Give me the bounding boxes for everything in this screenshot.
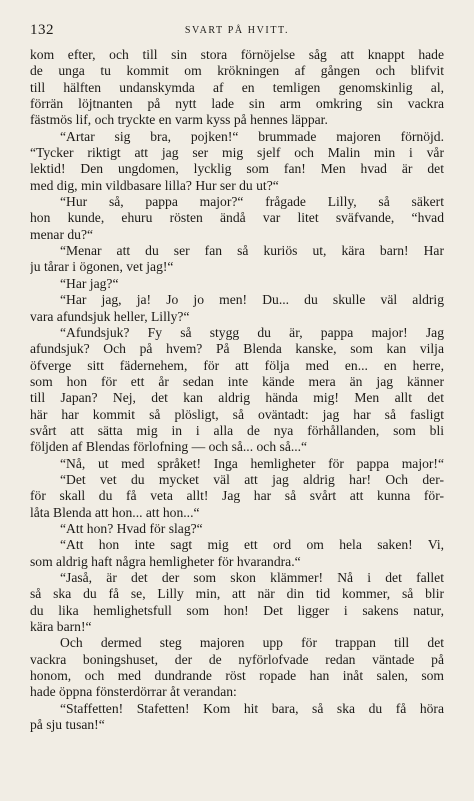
text-line: som aldrig haft några hemligheter för hvarandra.“ xyxy=(30,553,301,569)
text-line: “Nå, ut med språket! Inga hemligheter för pappa major!“ xyxy=(60,455,444,471)
text-line: här har kommit så plösligt, så oväntadt: jag har så fasligt xyxy=(30,406,444,422)
text-line: “Artar sig bra, pojken!“ brummade majoren förnöjd. xyxy=(60,128,444,144)
text-line: så ska du få se, Lilly min, att när din tid kommer, så blir xyxy=(30,586,444,602)
text-line: på sju tusan!“ xyxy=(30,717,105,733)
text-line: “Att hon? Hvad för slag?“ xyxy=(60,520,203,536)
text-line: “Det vet du mycket väl att jag aldrig har! Och der- xyxy=(60,471,444,487)
text-line: svårt att sätta mig in i alla de nya förhållanden, som bli xyxy=(30,422,444,438)
text-line: “Menar att du ser fan så kuriös ut, kära barn! Har xyxy=(60,243,444,259)
text-line: honom, och med dundrande röst ropade han inåt salen, som xyxy=(30,668,444,684)
text-line: fästmös lif, och tryckte en varm kyss på hennes läppar. xyxy=(30,112,328,128)
text-line: följden af Blendas förlofning — och så... och så...“ xyxy=(30,439,308,455)
text-line: för skall du få veta allt! Jag har så svårt att kunna för- xyxy=(30,488,444,504)
text-line: som hon för ett år sedan inte kände mera än jag känner xyxy=(30,373,444,389)
text-line: afundsjuk? Och på hvem? På Blenda kanske, som kan vilja xyxy=(30,341,444,357)
text-line: “Jaså, är det der som skon klämmer! Nå i det fallet xyxy=(60,570,444,585)
text-line: öfverge sitt fädernehem, för att följa med en... en herre, xyxy=(30,357,444,373)
text-line: kära barn!“ xyxy=(30,619,92,635)
text-line: “Staffetten! Stafetten! Kom hit bara, så ska du få höra xyxy=(60,700,444,716)
text-line: hon kunde, ehuru rösten ändå var litet sväfvande, “hvad xyxy=(30,210,444,226)
text-line: “Tycker riktigt att jag ser mig sjelf och Malin min i vår xyxy=(30,145,444,161)
text-line: Och dermed steg majoren upp för trappan till det xyxy=(60,635,444,651)
text-line: hade öppna fönsterdörrar åt verandan: xyxy=(30,684,237,700)
text-line: vara afundsjuk heller, Lilly?“ xyxy=(30,308,190,324)
text-line: “Afundsjuk? Fy så stygg du är, pappa major! Jag xyxy=(60,324,444,340)
running-title: SVART PÅ HVITT. xyxy=(184,25,290,36)
text-line: “Har jag?“ xyxy=(60,275,119,291)
text-line: “Att hon inte sagt mig ett ord om hela saken! Vi, xyxy=(60,537,444,553)
text-line: lektid! Den ungdomen, lycklig som fan! Men hvad är det xyxy=(30,161,444,177)
page-number: 132 xyxy=(30,22,54,38)
text-line: “Hur så, pappa major?“ frågade Lilly, så säkert xyxy=(60,194,444,210)
body-text xyxy=(30,47,444,733)
text-line: vackra boningshuset, der de nyförlofvade redan väntade på xyxy=(30,651,444,667)
text-line: kom efter, och till sin stora förnöjelse såg att knappt hade xyxy=(30,47,444,62)
running-head xyxy=(30,22,444,40)
text-line: de unga tu kommit om krökningen af gången och blifvit xyxy=(30,63,444,79)
text-line: “Har jag, ja! Jo jo men! Du... du skulle väl aldrig xyxy=(60,292,444,308)
text-line: menar du?“ xyxy=(30,226,94,242)
text-line: med dig, min vildbasare lilla? Hur ser du ut?“ xyxy=(30,177,279,193)
text-line: till Japan? Nej, det kan aldrig hända mig! Men allt det xyxy=(30,390,444,406)
text-line: du lika hemlighetsfull som hon! Det ligger i sakens natur, xyxy=(30,602,444,618)
text-line: ju tårar i ögonen, vet jag!“ xyxy=(30,259,174,275)
text-line: låta Blenda att hon... att hon...“ xyxy=(30,504,200,520)
text-line: förrän löjtnanten på nytt lade sin arm omkring sin vackra xyxy=(30,96,444,112)
text-line: till hälften undanskymda af en temligen genomskinlig al, xyxy=(30,79,444,95)
